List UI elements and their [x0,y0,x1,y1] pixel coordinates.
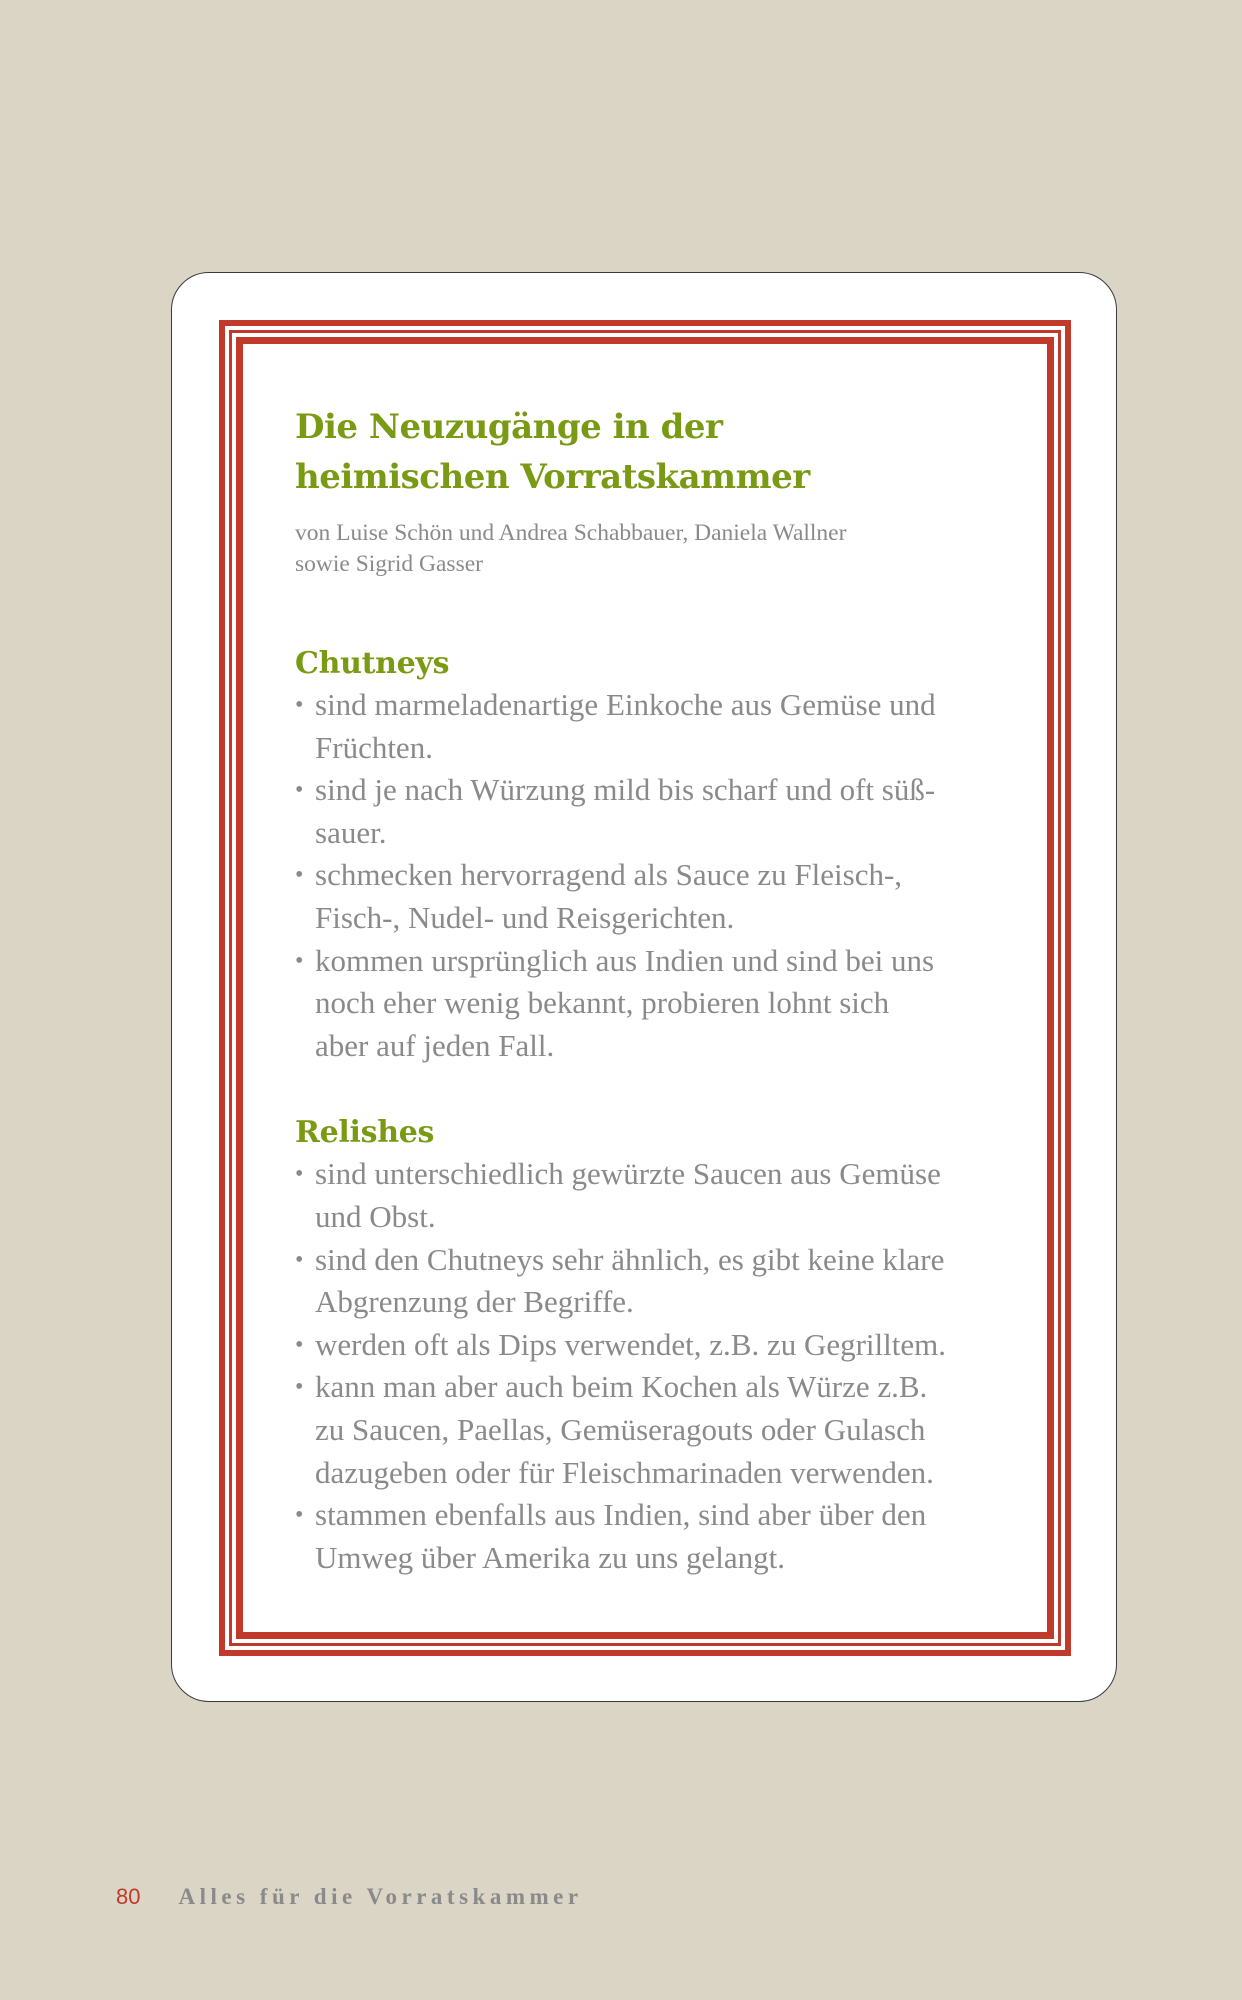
bullet-icon: • [295,1502,304,1529]
authors-credit [295,518,1015,580]
authors-line-2: sowie Sigrid Gasser [295,551,483,577]
list-item: • sind den Chutneys sehr ähnlich, es gibt keine klare Abgrenzung der Begriffe. [295,1239,1015,1324]
decorative-frame [219,320,1071,1656]
bullet-icon: • [295,692,304,718]
bullet-icon: • [295,1161,304,1188]
section-title-chutneys: Chutneys [295,646,450,681]
authors-line-1: von Luise Schön und Andrea Schabbauer, Daniela Wallner [295,520,847,546]
list-item: • schmecken hervorragend als Sauce zu Fleisch-, Fisch-, Nudel- und Reisgerichten. [295,854,1015,939]
bullet-icon: • [295,777,304,804]
bullet-list-chutneys [295,684,1015,1067]
page-footer [116,1880,583,1914]
list-item: • sind je nach Würzung mild bis scharf und oft süß- sauer. [295,769,1015,854]
bullet-icon: • [295,1374,304,1401]
card-content [295,402,1015,1579]
page-number: 80 [116,1884,141,1909]
info-card [171,272,1117,1702]
bullet-icon: • [295,1246,304,1273]
bullet-icon: • [295,862,304,889]
bullet-icon: • [295,1331,304,1358]
list-item: • stammen ebenfalls aus Indien, sind aber über den Umweg über Amerika zu uns gelangt. [295,1494,1015,1579]
section-title-relishes: Relishes [295,1115,435,1151]
card-title-line-2: heimischen Vorratskammer [295,457,810,497]
list-item: • werden oft als Dips verwendet, z.B. zu Gegrilltem. [295,1324,1015,1367]
bullet-list-relishes [295,1153,1015,1579]
list-item: • kann man aber auch beim Kochen als Würze z.B. zu Saucen, Paellas, Gemüseragouts oder Gulasch dazugeben oder für Fleischmarinaden verwenden. [295,1366,1015,1494]
bullet-icon: • [295,947,304,974]
list-item: • sind marmeladenartige Einkoche aus Gemüse und Früchten. [295,684,1015,769]
list-item: • sind unterschiedlich gewürzte Saucen aus Gemüse und Obst. [295,1153,1015,1238]
card-title [295,402,1015,502]
list-item: • kommen ursprünglich aus Indien und sind bei uns noch eher wenig bekannt, probieren lohnt sich aber auf jeden Fall. [295,940,1015,1068]
card-title-line-1: Die Neuzugänge in der [295,407,723,447]
running-title: Alles für die Vorratskammer [178,1884,583,1909]
